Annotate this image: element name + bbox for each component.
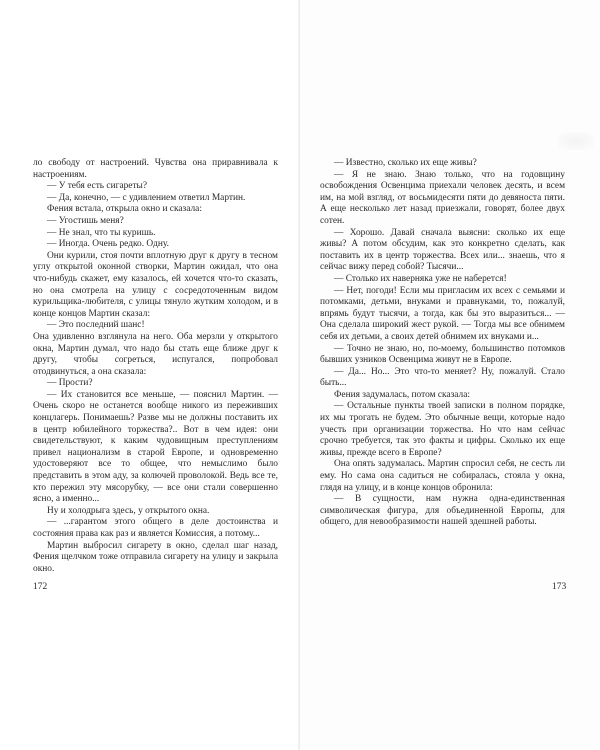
paragraph: — Иногда. Очень редко. Одну. [47, 239, 169, 250]
paragraph: Фения встала, открыла окно и сказала: [47, 204, 202, 215]
paragraph: — Остальные пункты твоей записки в полном порядке, их мы трогать не будем. Это обычные вещи, которые надо учесть при организации торжества. Но что нам сейчас срочно требуется, так это факты и цифры. Сколько их еще живы, прежде всего в Европе? [320, 401, 565, 458]
paragraph: — Нет, погоди! Если мы пригласим их всех с семьями и потомками, детьми, внуками и правнуками, то, пожалуй, впрямь будут тысячи, а тогда, как бы это выразиться... — Она сделала широкий жест рукой. — Тогда мы все обнимем себя их детьми, а своих детей обнимем их внуками и... [320, 285, 565, 342]
paragraph: — Столько их наверняка уже не наберется! [334, 273, 507, 284]
page-number-left: 172 [33, 582, 48, 592]
paper-smudge [558, 132, 594, 150]
paragraph: — Я не знаю. Знаю только, что на годовщину освобождения Освенцима приехали человек десять, и всем им, на мой взгляд, от восьмидесяти пяти до девяноста пяти. А еще несколько лет назад приезжали, говорят, более двух сотен. [320, 169, 565, 226]
paragraph: — Да, конечно, — с удивлением ответил Мартин. [47, 192, 246, 203]
right-page-text [320, 158, 565, 529]
left-page-text [33, 158, 278, 575]
paragraph: Она опять задумалась. Мартин спросил себя, не сесть ли ему. Но сама она садиться не собиралась, стояла у окна, глядя на улицу, и в конце концов обронила: [320, 459, 565, 493]
paragraph: Они курили, стоя почти вплотную друг к другу в тесном углу открытой оконной створки, Мартин ожидал, что она что-нибудь скажет, ему казалось, ей хочется что-то сказать, но она смотрела на улицу с сосредоточенным видом курильщика-любителя, с улицы тянуло жутким холодом, и в конце концов Мартин сказал: [33, 250, 278, 319]
right-page [300, 0, 600, 750]
paragraph: — Не знал, что ты куришь. [47, 227, 156, 238]
paragraph: — Хорошо. Давай сначала выясни: сколько их еще живы? А потом обсудим, как это конкретно сделать, как поставить их в центр торжества. Всех или... знаешь, что я сейчас вижу перед собой? Тысячи... [320, 227, 565, 273]
paragraph: Она удивленно взглянула на него. Оба мерзли у открытого окна, Мартин думал, что надо бы стать еще ближе друг к другу, чтобы согреться, испугался, попробовал отодвинуться, а она сказала: [33, 331, 278, 377]
paragraph: — Да... Но... Это что-то меняет? Ну, пожалуй. Стало быть... [320, 366, 565, 389]
paragraph: — Прости? [47, 378, 93, 389]
paragraph: — ...гарантом этого общего в деле достоинства и состояния права как раз и является Комиссия, а потому... [33, 517, 278, 539]
paragraph: — В сущности, нам нужна одна-единственная символическая фигура, для объединенной Европы, для общего, для невообразимости нашей здешней работы. [320, 494, 565, 528]
paragraph: — Точно не знаю, но, по-моему, большинство потомков бывших узников Освенцима живут не в Европе. [320, 343, 565, 366]
paragraph: ло свободу от настроений. Чувства она приравнивала к настроениям. [33, 158, 278, 180]
paragraph: — Их становится все меньше, — пояснил Мартин. — Очень скоро не останется вообще никого из переживших концлагерь. Понимаешь? Разве мы не должны поставить их в центр юбилейного торжества?.. Вот в чем идея: они свидетельствуют, к каким чудовищным преступлениям привел национализм в старой Европе, и одновременно удостоверяют все то общее, что немыслимо было представить в этом аду, за колючей проволокой. Ведь все те, кто пережил эту мясорубку, — все они стали совершенно ясно, а именно... [33, 389, 278, 505]
paragraph: — Угостишь меня? [47, 215, 124, 226]
paragraph: — Известно, сколько их еще живы? [334, 158, 477, 168]
paragraph: Мартин выбросил сигарету в окно, сделал шаг назад, Фения щелчком тоже отправила сигарету на улицу и закрыла окно. [33, 540, 278, 574]
page-number-right: 173 [552, 582, 567, 592]
paragraph: — Это последний шанс! [47, 320, 145, 331]
paragraph: Ну и холодрыга здесь, у открытого окна. [47, 505, 210, 516]
paragraph: — У тебя есть сигареты? [47, 181, 148, 192]
paragraph: Фения задумалась, потом сказала: [334, 389, 470, 400]
